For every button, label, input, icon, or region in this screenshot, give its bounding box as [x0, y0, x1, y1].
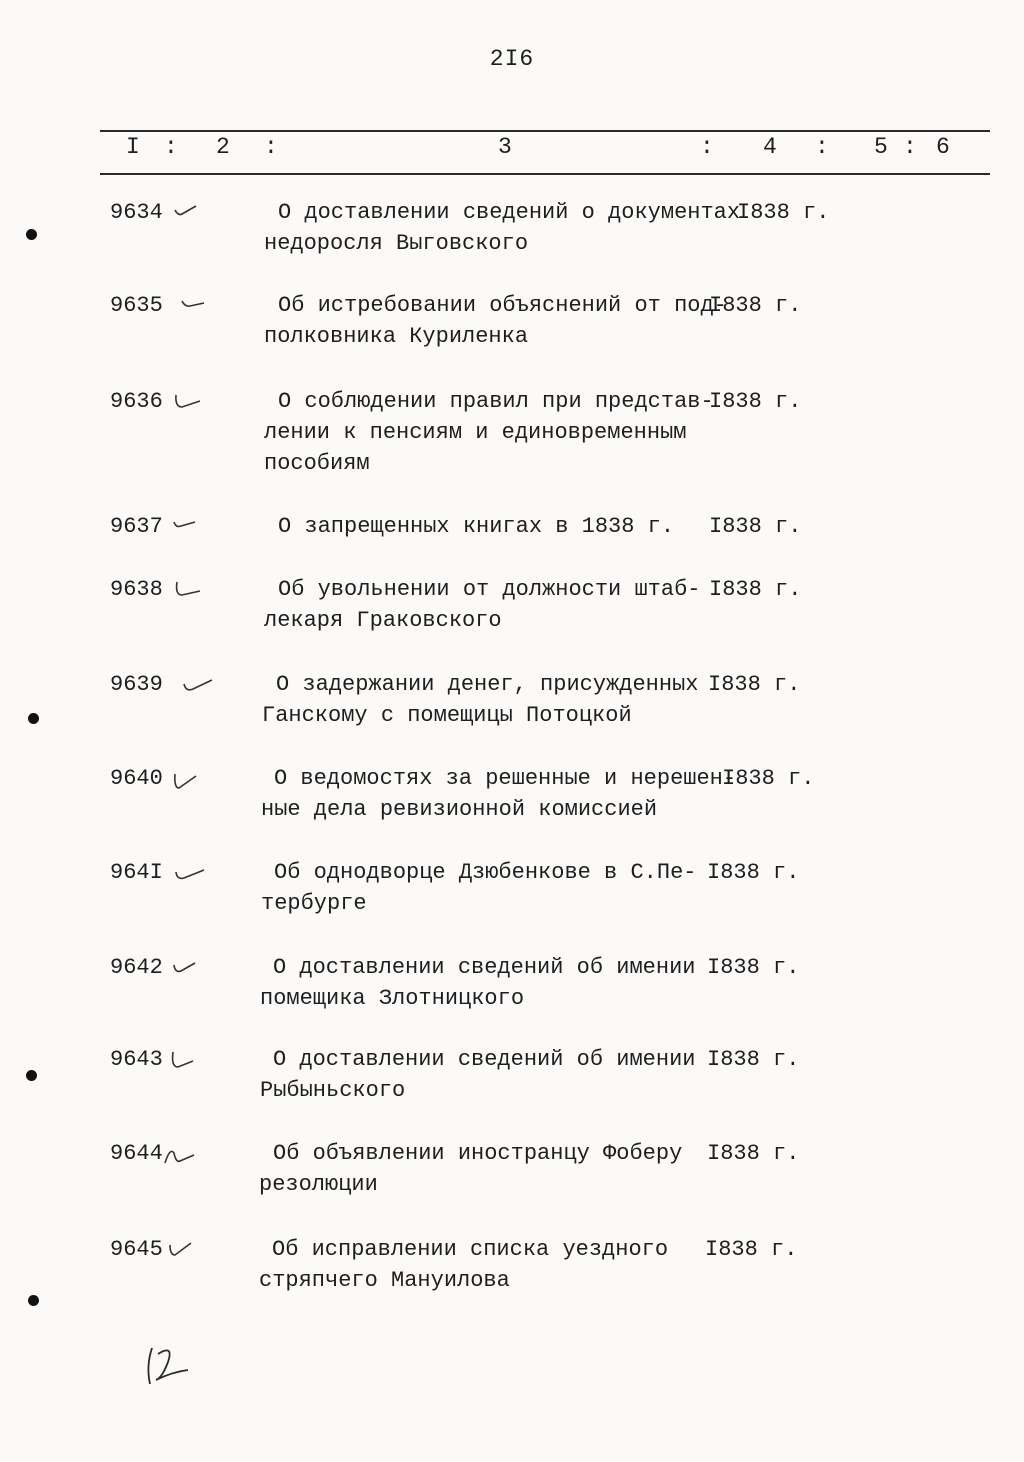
header-col-6: 6 [936, 134, 950, 160]
header-rule-top [100, 130, 990, 132]
checkmark-icon [170, 516, 198, 536]
entry-title-line-1: О ведомостях за решенные и нерешен- [274, 766, 737, 791]
entry-title-line-2: полковника Куриленка [264, 324, 529, 349]
entry-date: I838 г. [709, 577, 802, 602]
entry-title-line-2: Рыбыньского [260, 1078, 406, 1103]
entry-title-line-2: помещика Злотницкого [260, 986, 525, 1011]
entry-number: 964I [110, 860, 163, 885]
entry-number: 9642 [110, 955, 163, 980]
entry-number: 9645 [110, 1237, 163, 1262]
entry-title-line-1: Об увольнении от должности штаб- [278, 577, 701, 602]
checkmark-icon [172, 579, 202, 601]
entry-title-line-2: тербурге [261, 891, 367, 916]
punch-hole-mark [26, 1070, 37, 1081]
entry-date: I838 г. [709, 389, 802, 414]
entry-date: I838 г. [709, 293, 802, 318]
entry-title-line-2: лекаря Граковского [264, 608, 502, 633]
header-sep-5: : [903, 134, 917, 160]
punch-hole-mark [26, 229, 37, 240]
entry-date: I838 г. [705, 1237, 798, 1262]
entry-date: I838 г. [737, 200, 830, 225]
entry-title-line-2: лении к пенсиям и единовременным [264, 420, 687, 445]
checkmark-icon [172, 391, 202, 413]
entry-number: 9644 [110, 1141, 163, 1166]
entry-title-line-1: Об исправлении списка уездного [272, 1237, 669, 1262]
checkmark-icon [162, 1143, 196, 1169]
checkmark-icon [172, 862, 206, 884]
header-rule-bottom [100, 173, 990, 175]
entry-date: I838 г. [707, 955, 800, 980]
header-sep-3: : [700, 134, 714, 160]
checkmark-icon [168, 1049, 196, 1073]
entry-number: 9640 [110, 766, 163, 791]
header-col-2: 2 [216, 134, 230, 160]
entry-title-line-3: пособиям [264, 451, 370, 476]
header-col-1: I [126, 134, 140, 160]
entry-date: I838 г. [707, 1141, 800, 1166]
entry-title-line-1: Об однодворце Дзюбенкове в С.Пе- [274, 860, 697, 885]
header-sep-1: : [164, 134, 178, 160]
entry-title-line-1: Об объявлении иностранцу Фоберу [273, 1141, 683, 1166]
punch-hole-mark [28, 1295, 39, 1306]
checkmark-icon [166, 1239, 194, 1261]
page-number: 2I6 [489, 46, 535, 72]
checkmark-icon [180, 674, 214, 696]
entry-title-line-1: О задержании денег, присужденных [276, 672, 699, 697]
checkmark-icon [170, 768, 200, 794]
entry-date: I838 г. [722, 766, 815, 791]
header-sep-2: : [264, 134, 278, 160]
entry-number: 9636 [110, 389, 163, 414]
entry-title-line-2: недоросля Выговского [264, 231, 529, 256]
entry-number: 9639 [110, 672, 163, 697]
entry-date: I838 г. [707, 860, 800, 885]
handwritten-signature [138, 1340, 198, 1390]
entry-number: 9638 [110, 577, 163, 602]
checkmark-icon [170, 957, 198, 979]
entry-number: 9637 [110, 514, 163, 539]
checkmark-icon [172, 202, 198, 222]
entry-title-line-1: Об истребовании объяснений от под- [278, 293, 727, 318]
entry-date: I838 г. [708, 672, 801, 697]
entry-date: I838 г. [707, 1047, 800, 1072]
header-col-3: 3 [498, 134, 512, 160]
entry-title-line-1: О запрещенных книгах в 1838 г. [278, 514, 675, 539]
entry-title-line-2: Ганскому с помещицы Потоцкой [262, 703, 632, 728]
entry-title-line-2: резолюции [259, 1172, 378, 1197]
entry-title-line-1: О доставлении сведений о документах [278, 200, 741, 225]
entry-title-line-1: О доставлении сведений об имении [273, 955, 696, 980]
entry-number: 9635 [110, 293, 163, 318]
entry-title-line-1: О соблюдении правил при представ- [278, 389, 714, 414]
entry-number: 9634 [110, 200, 163, 225]
entry-title-line-2: ные дела ревизионной комиссией [261, 797, 658, 822]
punch-hole-mark [28, 713, 39, 724]
header-sep-4: : [815, 134, 829, 160]
entry-title-line-1: О доставлении сведений об имении [273, 1047, 696, 1072]
header-col-5: 5 [874, 134, 888, 160]
entry-number: 9643 [110, 1047, 163, 1072]
entry-date: I838 г. [709, 514, 802, 539]
header-col-4: 4 [763, 134, 777, 160]
entry-title-line-2: стряпчего Мануилова [259, 1268, 510, 1293]
checkmark-icon [178, 295, 206, 315]
